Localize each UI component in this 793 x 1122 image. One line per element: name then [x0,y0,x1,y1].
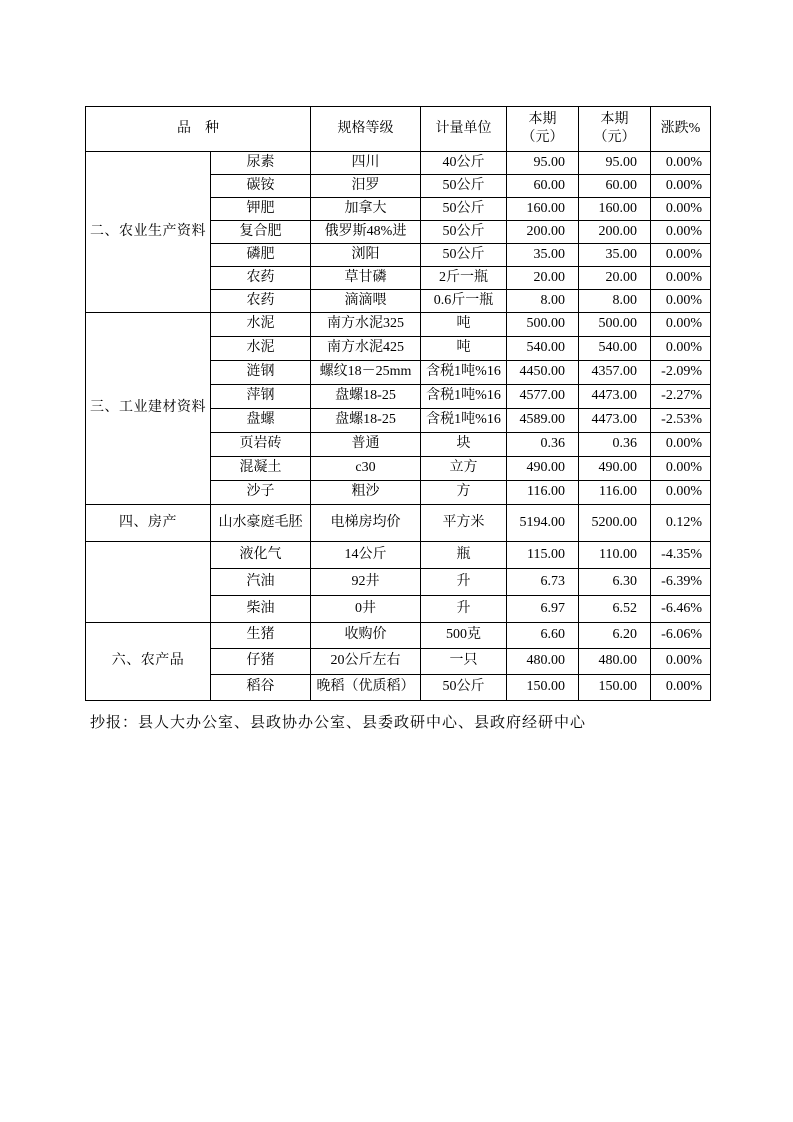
unit-cell: 500克 [421,623,507,649]
v2-cell: 8.00 [579,290,651,313]
spec-cell: 俄罗斯48%进 [311,221,421,244]
chg-cell: 0.00% [651,649,711,675]
v2-cell: 150.00 [579,675,651,701]
spec-cell: 盘螺18-25 [311,385,421,409]
unit-cell: 吨 [421,337,507,361]
category-cell: 四、房产 [86,505,211,542]
header-current-period-2 [579,107,651,152]
chg-cell: -2.53% [651,409,711,433]
chg-cell: 0.00% [651,481,711,505]
v1-cell: 490.00 [507,457,579,481]
chg-cell: 0.00% [651,267,711,290]
unit-cell: 一只 [421,649,507,675]
spec-cell: 收购价 [311,623,421,649]
v1-cell: 5194.00 [507,505,579,542]
chg-cell: 0.00% [651,152,711,175]
chg-cell: 0.00% [651,290,711,313]
item-cell: 盘螺 [211,409,311,433]
item-cell: 磷肥 [211,244,311,267]
v2-cell: 4473.00 [579,409,651,433]
v1-cell: 115.00 [507,542,579,569]
spec-cell: 浏阳 [311,244,421,267]
category-cell: 六、农产品 [86,623,211,701]
v2-cell: 20.00 [579,267,651,290]
item-cell: 水泥 [211,337,311,361]
item-cell: 柴油 [211,596,311,623]
header-unit: 计量单位 [421,107,507,152]
v1-cell: 0.36 [507,433,579,457]
chg-cell: -2.27% [651,385,711,409]
table-row [86,623,711,649]
unit-cell: 50公斤 [421,221,507,244]
v2-cell: 116.00 [579,481,651,505]
chg-cell: -4.35% [651,542,711,569]
item-cell: 水泥 [211,313,311,337]
v1-cell: 150.00 [507,675,579,701]
table-row [86,152,711,175]
item-cell: 页岩砖 [211,433,311,457]
header-current-period-2-line2: （元） [593,130,636,145]
v1-cell: 20.00 [507,267,579,290]
item-cell: 液化气 [211,542,311,569]
spec-cell: 四川 [311,152,421,175]
unit-cell: 40公斤 [421,152,507,175]
header-current-period-1 [507,107,579,152]
unit-cell: 50公斤 [421,198,507,221]
chg-cell: 0.00% [651,198,711,221]
unit-cell: 升 [421,596,507,623]
item-cell: 稻谷 [211,675,311,701]
v2-cell: 490.00 [579,457,651,481]
spec-cell: 92井 [311,569,421,596]
spec-cell: 盘螺18-25 [311,409,421,433]
item-cell: 尿素 [211,152,311,175]
v1-cell: 200.00 [507,221,579,244]
price-table-body [86,152,711,701]
spec-cell: 14公斤 [311,542,421,569]
spec-cell: 汨罗 [311,175,421,198]
spec-cell: 20公斤左右 [311,649,421,675]
chg-cell: -6.06% [651,623,711,649]
chg-cell: 0.00% [651,221,711,244]
v2-cell: 5200.00 [579,505,651,542]
v2-cell: 500.00 [579,313,651,337]
v2-cell: 480.00 [579,649,651,675]
v1-cell: 480.00 [507,649,579,675]
item-cell: 钾肥 [211,198,311,221]
spec-cell: c30 [311,457,421,481]
unit-cell: 50公斤 [421,244,507,267]
header-current-period-1-line2: （元） [521,130,564,145]
v1-cell: 500.00 [507,313,579,337]
category-cell: 二、农业生产资料 [86,152,211,313]
table-row [86,542,711,569]
chg-cell: 0.00% [651,457,711,481]
unit-cell: 50公斤 [421,675,507,701]
v1-cell: 60.00 [507,175,579,198]
category-cell [86,542,211,623]
item-cell: 混凝土 [211,457,311,481]
item-cell: 农药 [211,290,311,313]
spec-cell: 加拿大 [311,198,421,221]
chg-cell: 0.00% [651,244,711,267]
header-current-period-1-line1: 本期 [528,111,557,127]
unit-cell: 含税1吨%16 [421,385,507,409]
v1-cell: 35.00 [507,244,579,267]
chg-cell: 0.12% [651,505,711,542]
v2-cell: 95.00 [579,152,651,175]
chg-cell: 0.00% [651,313,711,337]
v2-cell: 35.00 [579,244,651,267]
v2-cell: 4473.00 [579,385,651,409]
v2-cell: 6.52 [579,596,651,623]
header-change-pct: 涨跌% [651,107,711,152]
v1-cell: 4589.00 [507,409,579,433]
spec-cell: 南方水泥425 [311,337,421,361]
chg-cell: 0.00% [651,433,711,457]
chg-cell: -6.39% [651,569,711,596]
v2-cell: 4357.00 [579,361,651,385]
spec-cell: 普通 [311,433,421,457]
item-cell: 山水豪庭毛胚 [211,505,311,542]
v1-cell: 4450.00 [507,361,579,385]
category-cell: 三、工业建材资料 [86,313,211,505]
spec-cell: 草甘磷 [311,267,421,290]
item-cell: 仔猪 [211,649,311,675]
unit-cell: 方 [421,481,507,505]
v2-cell: 110.00 [579,542,651,569]
v1-cell: 8.00 [507,290,579,313]
spec-cell: 滴滴喂 [311,290,421,313]
chg-cell: -6.46% [651,596,711,623]
unit-cell: 2斤一瓶 [421,267,507,290]
v2-cell: 6.30 [579,569,651,596]
item-cell: 复合肥 [211,221,311,244]
item-cell: 生猪 [211,623,311,649]
item-cell: 农药 [211,267,311,290]
price-table [85,106,711,701]
spec-cell: 南方水泥325 [311,313,421,337]
spec-cell: 0井 [311,596,421,623]
v2-cell: 160.00 [579,198,651,221]
unit-cell: 块 [421,433,507,457]
v2-cell: 6.20 [579,623,651,649]
item-cell: 汽油 [211,569,311,596]
item-cell: 沙子 [211,481,311,505]
unit-cell: 含税1吨%16 [421,361,507,385]
v1-cell: 95.00 [507,152,579,175]
item-cell: 碳铵 [211,175,311,198]
header-spec: 规格等级 [311,107,421,152]
v1-cell: 6.60 [507,623,579,649]
v1-cell: 6.73 [507,569,579,596]
unit-cell: 吨 [421,313,507,337]
unit-cell: 0.6斤一瓶 [421,290,507,313]
header-product: 品 种 [86,107,311,152]
table-row [86,313,711,337]
item-cell: 萍钢 [211,385,311,409]
spec-cell: 螺纹18－25mm [311,361,421,385]
v2-cell: 60.00 [579,175,651,198]
spec-cell: 晚稻（优质稻） [311,675,421,701]
table-header-row [86,107,711,152]
chg-cell: 0.00% [651,675,711,701]
v1-cell: 160.00 [507,198,579,221]
spec-cell: 粗沙 [311,481,421,505]
chg-cell: 0.00% [651,175,711,198]
unit-cell: 平方米 [421,505,507,542]
v1-cell: 6.97 [507,596,579,623]
chg-cell: 0.00% [651,337,711,361]
cc-report-footer: 抄报：县人大办公室、县政协办公室、县委政研中心、县政府经研中心 [90,715,587,731]
table-row [86,505,711,542]
v1-cell: 4577.00 [507,385,579,409]
v2-cell: 0.36 [579,433,651,457]
v1-cell: 540.00 [507,337,579,361]
unit-cell: 立方 [421,457,507,481]
v2-cell: 200.00 [579,221,651,244]
unit-cell: 瓶 [421,542,507,569]
chg-cell: -2.09% [651,361,711,385]
spec-cell: 电梯房均价 [311,505,421,542]
v2-cell: 540.00 [579,337,651,361]
unit-cell: 含税1吨%16 [421,409,507,433]
unit-cell: 升 [421,569,507,596]
v1-cell: 116.00 [507,481,579,505]
unit-cell: 50公斤 [421,175,507,198]
item-cell: 涟钢 [211,361,311,385]
header-current-period-2-line1: 本期 [600,111,629,127]
